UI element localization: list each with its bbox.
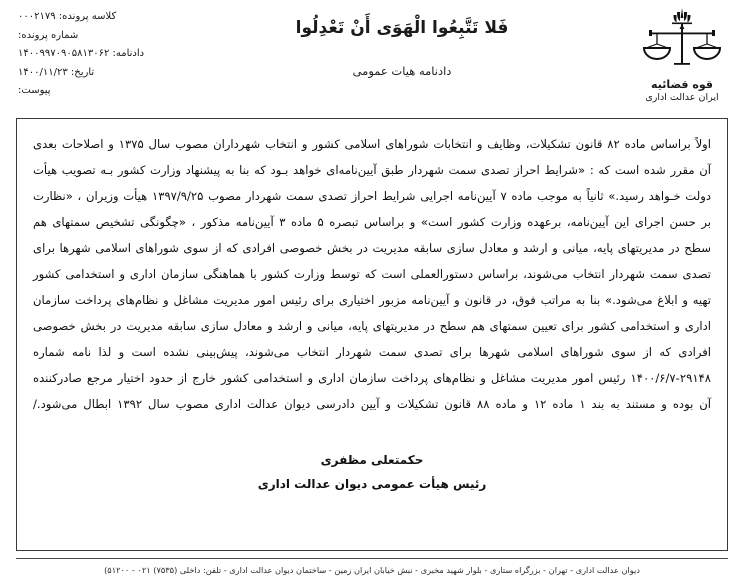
meta-row-verdict bbox=[0, 49, 252, 59]
verdict-label: دادنامه: bbox=[112, 48, 145, 59]
meta-row-attachment bbox=[0, 86, 252, 96]
signature-block bbox=[33, 453, 711, 491]
case-class-label: کلاسه پرونده: bbox=[58, 11, 117, 22]
scales-of-justice-icon bbox=[636, 6, 728, 80]
case-class-value: ۰۰۰۲۱۷۹ bbox=[18, 11, 56, 22]
document-metadata bbox=[0, 12, 252, 105]
case-number-label: شماره پرونده: bbox=[18, 29, 79, 41]
page-title: فَلا تَتَّبِعُوا الْهَوَى أَنْ تَعْدِلُوا bbox=[295, 18, 509, 38]
title-block bbox=[250, 16, 554, 78]
document-header bbox=[0, 0, 744, 112]
page-subtitle: دادنامه هیات عمومی bbox=[352, 63, 452, 78]
verdict-value: ۱۴۰۰۹۹۷۰۹۰۵۸۱۳۰۶۲ bbox=[18, 48, 110, 59]
emblem-organization-label: قوه قضائیه bbox=[651, 78, 713, 91]
document-body-inner bbox=[17, 119, 727, 499]
date-value: ۱۴۰۰/۱۱/۲۳ bbox=[18, 66, 68, 78]
emblem-department-label: ایران عدالت اداری bbox=[645, 92, 719, 103]
document-body-frame bbox=[16, 118, 728, 551]
footer-divider bbox=[16, 558, 728, 559]
footer-address: دیوان عدالت اداری - تهران - بزرگراه ستاری - بلوار شهید مخبری - نبش خیابان ایران زمین - ساختمان دیوان عدالت اداری - تلفن: داخلی (۷۵۳۵) ۰۲۱ - ۵۱۲۰۰) bbox=[104, 565, 640, 575]
meta-row-date bbox=[0, 68, 252, 78]
judiciary-emblem bbox=[634, 6, 730, 110]
date-label: تاریخ: bbox=[70, 66, 95, 78]
attachment-label: پیوست: bbox=[18, 85, 51, 96]
meta-row-case-class bbox=[0, 12, 252, 22]
signatory-role: رئیس هیأت عمومی دیوان عدالت اداری bbox=[257, 477, 487, 491]
meta-row-case-number bbox=[0, 31, 252, 41]
verdict-paragraph: اولاً براساس ماده ۸۲ قانون تشکیلات، وظایف و انتخابات شوراهای اسلامی کشور و انتخاب شهرداران مصوب سال ۱۳۷۵ و اصلاحات بعدی آن مقرر شده است که : «شرایط احراز تصدی سمت شهردار طبق آیین‌نامه‌ای خواهد بـود که بنا به پیشنهاد وزارت کشور بـه تصویب هیأت دولت خـواهد رسید.» ثانیاً به موجب ماده ۷ آیین‌نامه اجرایی شرایط احراز تصدی سمت شهردار مصوب ۱۳۹۷/۹/۲۵ هیأت وزیران ، «نظارت بر حسن اجرای این آیین‌نامه، برعهده وزارت کشور است» و براساس تبصره ۵ ماده ۳ آیین‌نامه مذکور ، «چگونگی تشخیص سمتهای هم سطح در مدیریتهای پایه، میانی و ارشد و معادل سازی سابقه مدیریت در بخش خصوصی افرادی که از سوی شوراهای اسلامی شهرها برای تصدی سمت شهردار انتخاب می‌شوند، براساس دستورالعملی است که توسط وزارت کشور با هماهنگی سازمان اداری و استخدامی کشور تهیه و ابلاغ می‌شود.» بنا به مراتب فوق، در قانون و آیین‌نامه مزبور اختیاری برای رئیس امور مدیریت مشاغل و نظام‌های پرداخت سازمان اداری و استخدامی کشور برای تعیین سمتهای هم سطح در مدیریتهای پایه، میانی و ارشد و معادل سازی سابقه مدیریت در بخش خصوصی افرادی که از سوی شوراهای اسلامی شهرها برای تصدی سمت شهردار انتخاب می‌شوند، پیش‌بینی نشده است و لذا نامه شماره ۲۹۱۴۸-۱۴۰۰/۶/۷ رئیس امور مدیریت مشاغل و نظام‌های پرداخت سازمان اداری و استخدامی کشور خارج از حدود اختیار مرجع صادرکننده آن بوده و مستند به بند ۱ ماده ۱۲ و ماده ۸۸ قانون تشکیلات و آیین دادرسی دیوان عدالت اداری مصوب سال ۱۳۹۲ ابطال می‌شود./ bbox=[33, 137, 712, 411]
document-footer bbox=[16, 558, 728, 575]
signatory-name: حکمتعلی مظفری bbox=[320, 453, 424, 467]
verdict-text bbox=[33, 131, 711, 417]
